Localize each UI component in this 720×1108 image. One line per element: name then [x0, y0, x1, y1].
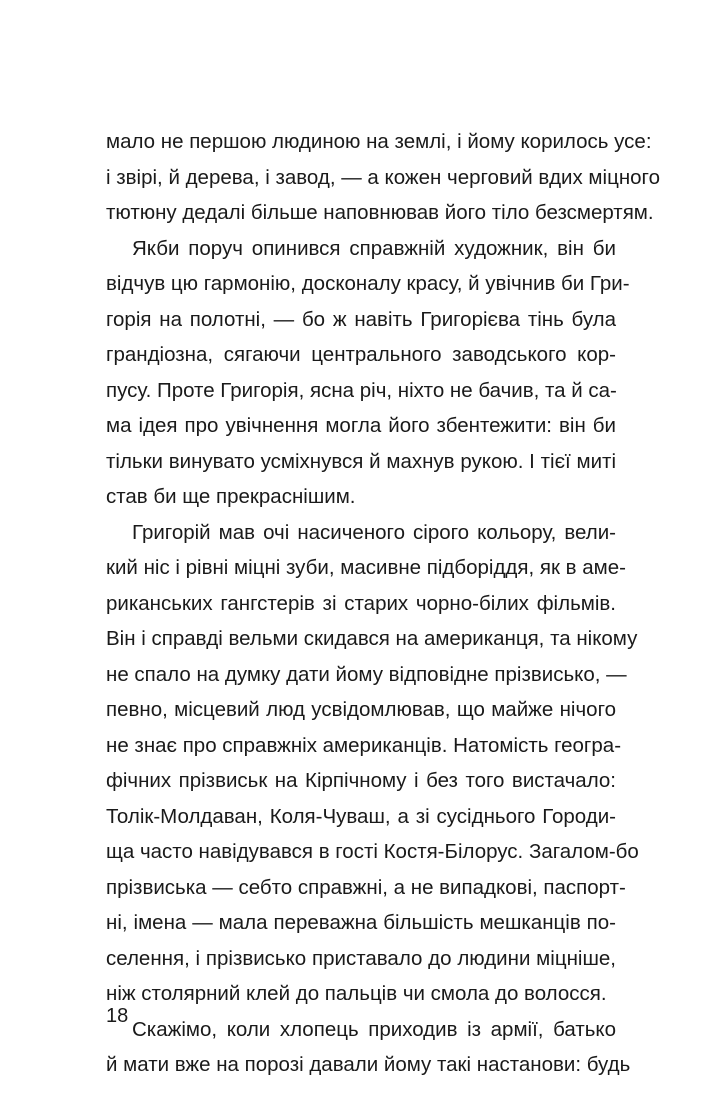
text-line: Толік-Молдаван, Коля-Чуваш, а зі сусіднього Городи- [106, 804, 616, 828]
text-line: тютюну дедалі більше наповнював його тіло безсмертям. [106, 201, 654, 224]
text-line: тільки винувато усміхнувся й махнув рукою. І тієї миті [106, 449, 616, 473]
text-line: фічних прізвиськ на Кірпічному і без того вистачало: [106, 769, 616, 792]
text-line: Якби поруч опинився справжній художник, він би [132, 236, 616, 260]
text-line: став би ще прекраснішим. [106, 485, 356, 508]
text-line: ща часто навідувався в гості Костя-Білорус. Загалом-бо [106, 840, 639, 863]
text-line: мало не першою людиною на землі, і йому корилось усе: [106, 130, 652, 153]
text-line: риканських гангстерів зі старих чорно-білих фільмів. [106, 591, 616, 615]
text-line: відчув цю гармонію, досконалу красу, й увічнив би Гри- [106, 272, 630, 295]
text-line: не знає про справжніх американців. Натомість геогра- [106, 733, 622, 757]
text-line: ніж столярний клей до пальців чи смола до волосся. [106, 982, 607, 1005]
text-line: грандіозна, сягаючи центрального заводського кор- [106, 343, 616, 366]
text-line: Він і справді вельми скидався на американця, та нікому [106, 627, 638, 650]
text-line: пусу. Проте Григорія, ясна річ, ніхто не бачив, та й са- [106, 378, 617, 402]
text-line: й мати вже на порозі давали йому такі настанови: будь [106, 1053, 631, 1076]
text-line: Григорій мав очі насиченого сірого кольору, вели- [132, 520, 616, 544]
text-line: ні, імена — мала переважна більшість мешканців по- [106, 911, 616, 934]
book-page-text [106, 124, 660, 1083]
text-line: кий ніс і рівні міцні зуби, масивне підборіддя, як в аме- [106, 556, 626, 579]
text-line: не спало на думку дати йому відповідне прізвисько, — [106, 662, 627, 686]
text-line: селення, і прізвисько приставало до людини міцніше, [106, 946, 616, 970]
text-line: і звірі, й дерева, і завод, — а кожен черговий вдих міцного [106, 165, 660, 189]
text-line: ма ідея про увічнення могла його збентежити: він би [106, 414, 616, 437]
page-number: 18 [106, 1005, 129, 1027]
text-line: прізвиська — себто справжні, а не випадкові, паспорт- [106, 875, 626, 899]
text-line: горія на полотні, — бо ж навіть Григорієва тінь була [106, 307, 616, 331]
text-line: певно, місцевий люд усвідомлював, що майже нічого [106, 698, 616, 721]
text-line: Скажімо, коли хлопець приходив із армії, батько [132, 1017, 616, 1041]
